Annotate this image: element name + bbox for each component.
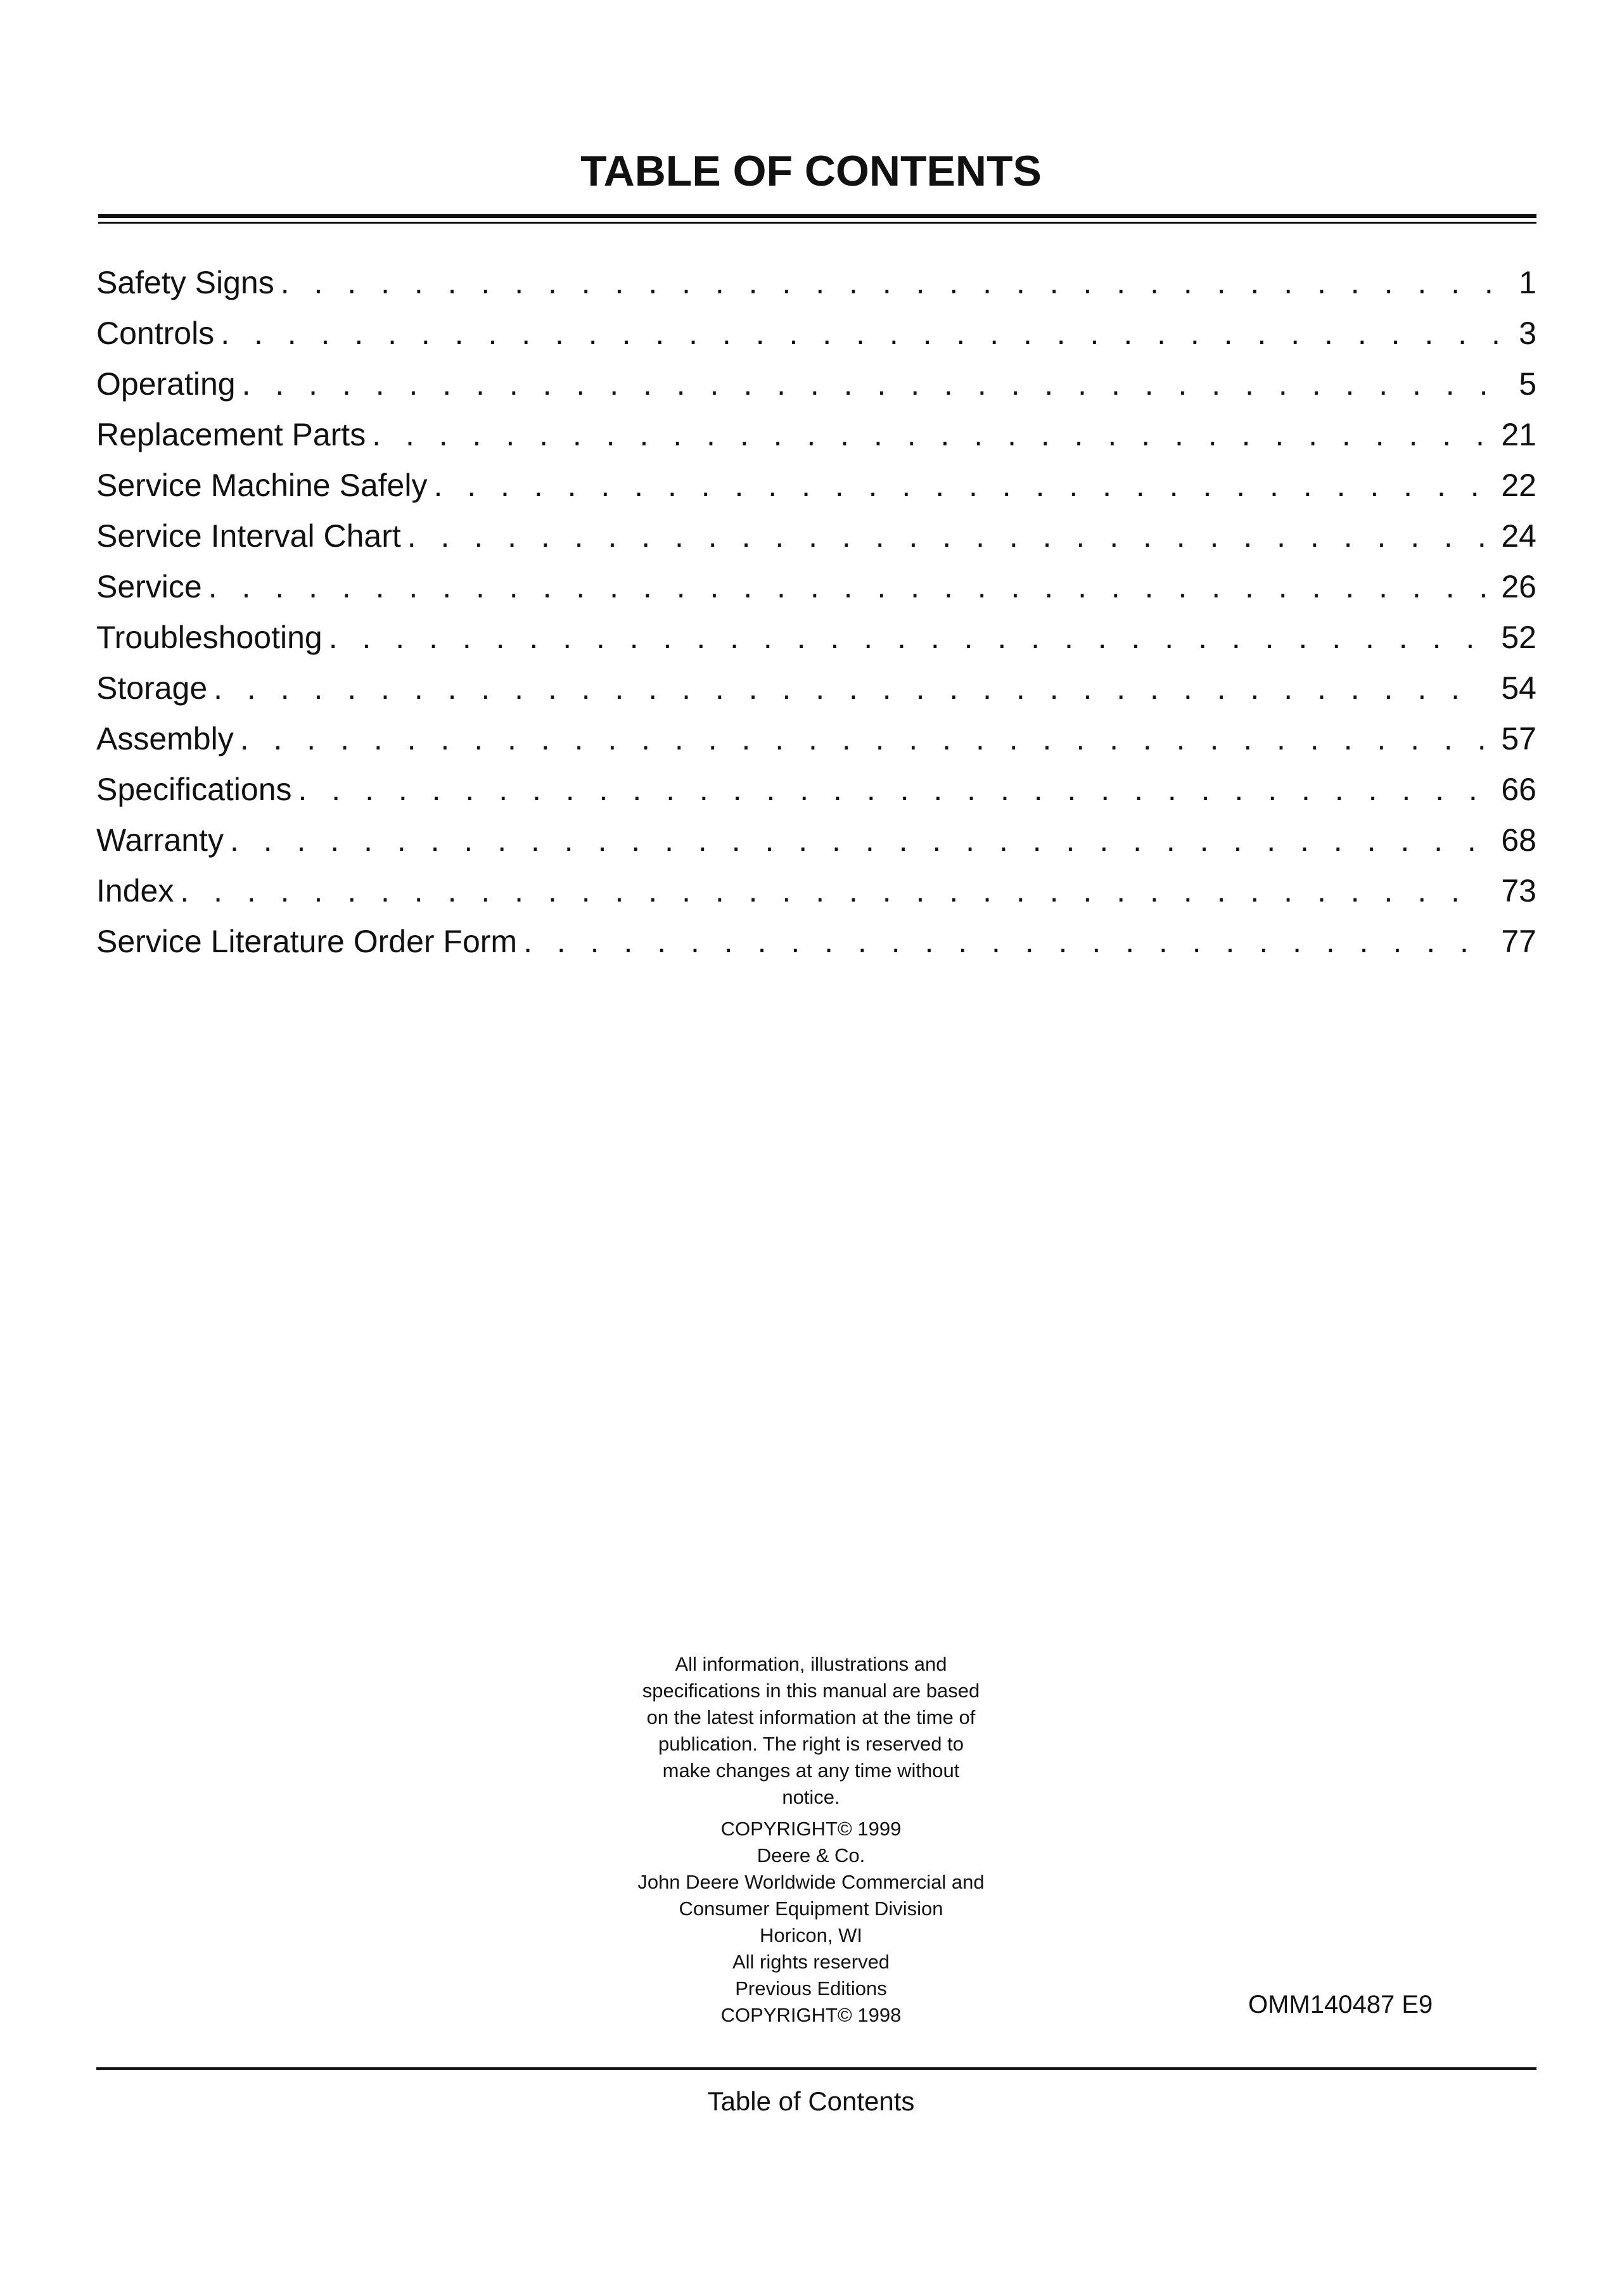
- copyright-line: Deere & Co.: [757, 1844, 865, 1866]
- copyright-line: John Deere Worldwide Commercial and: [637, 1871, 985, 1893]
- toc-entry-service[interactable]: [96, 568, 1536, 618]
- toc-entry-label: Safety Signs: [96, 265, 274, 300]
- toc-entry-page: 77: [1501, 924, 1536, 959]
- toc-entry-label: Service Literature Order Form: [96, 924, 518, 959]
- toc-entry-label: Storage: [96, 670, 208, 706]
- toc-entry-label: Controls: [96, 316, 215, 351]
- document-code: OMM140487 E9: [1248, 1991, 1433, 2019]
- toc-entry-warranty[interactable]: [96, 821, 1536, 872]
- toc-entry-label: Specifications: [96, 772, 292, 807]
- toc-entry-page: 22: [1501, 468, 1536, 503]
- disclaimer-line: All information, illustrations and: [675, 1653, 947, 1675]
- toc-entry-page: 52: [1501, 620, 1536, 655]
- disclaimer-line: specifications in this manual are based: [642, 1680, 980, 1702]
- toc-entry-index[interactable]: [96, 872, 1536, 922]
- toc-dot-leader: [214, 669, 1487, 707]
- toc-entry-label: Troubleshooting: [96, 620, 322, 655]
- toc-entry-page: 3: [1519, 316, 1536, 351]
- footer-section-label: Table of Contents: [707, 2086, 915, 2116]
- toc-entry-page: 24: [1501, 518, 1536, 554]
- toc-dot-leader: [180, 872, 1487, 910]
- toc-entry-label: Operating: [96, 366, 236, 402]
- disclaimer-text: [621, 1651, 1001, 1811]
- toc-dot-leader: [240, 720, 1488, 758]
- disclaimer-line: notice.: [782, 1786, 840, 1808]
- toc-entry-page: 21: [1501, 417, 1536, 452]
- toc-entry-label: Replacement Parts: [96, 417, 366, 452]
- copyright-line: Previous Editions: [735, 1977, 887, 1999]
- toc-entry-label: Service Machine Safely: [96, 468, 428, 503]
- title-rule-thin: [98, 222, 1536, 224]
- toc-entry-label: Service: [96, 569, 202, 604]
- legal-notice: [621, 1651, 1001, 2029]
- toc-entry-page: 26: [1501, 569, 1536, 604]
- toc-entry-page: 5: [1519, 366, 1536, 402]
- toc-entry-page: 66: [1501, 772, 1536, 807]
- toc-entry-service-interval-chart[interactable]: [96, 517, 1536, 568]
- toc-dot-leader: [329, 618, 1488, 656]
- copyright-line: Horicon, WI: [760, 1924, 862, 1946]
- copyright-text: [621, 1816, 1001, 2029]
- toc-entry-page: 54: [1501, 670, 1536, 706]
- toc-dot-leader: [220, 314, 1505, 352]
- toc-entry-label: Service Interval Chart: [96, 518, 401, 554]
- disclaimer-line: make changes at any time without: [662, 1759, 960, 1782]
- toc-entry-operating[interactable]: [96, 365, 1536, 416]
- toc-entry-label: Warranty: [96, 822, 224, 858]
- toc-entry-page: 57: [1501, 721, 1536, 756]
- copyright-line: COPYRIGHT© 1998: [720, 2004, 902, 2026]
- copyright-line: Consumer Equipment Division: [679, 1897, 943, 1920]
- toc-dot-leader: [298, 770, 1488, 808]
- toc-dot-leader: [242, 365, 1505, 403]
- disclaimer-line: on the latest information at the time of: [646, 1706, 976, 1728]
- toc-entry-troubleshooting[interactable]: [96, 618, 1536, 669]
- toc-entry-safety-signs[interactable]: [96, 264, 1536, 314]
- toc-dot-leader: [433, 466, 1487, 504]
- copyright-line: COPYRIGHT© 1999: [720, 1818, 902, 1840]
- toc-dot-leader: [407, 517, 1488, 555]
- toc-entry-service-machine-safely[interactable]: [96, 466, 1536, 517]
- toc-entry-page: 73: [1501, 873, 1536, 909]
- page-title: TABLE OF CONTENTS: [580, 147, 1042, 195]
- toc-entry-specifications[interactable]: [96, 770, 1536, 821]
- toc-entry-service-literature-order-form[interactable]: [96, 922, 1536, 973]
- toc-entry-storage[interactable]: [96, 669, 1536, 720]
- disclaimer-line: publication. The right is reserved to: [658, 1733, 964, 1755]
- toc-entry-replacement-parts[interactable]: [96, 416, 1536, 466]
- toc-dot-leader: [523, 922, 1487, 960]
- toc-entry-controls[interactable]: [96, 314, 1536, 365]
- footer-rule: [96, 2067, 1536, 2070]
- toc-dot-leader: [230, 821, 1487, 859]
- toc-dot-leader: [372, 416, 1487, 454]
- toc-entry-page: 1: [1519, 265, 1536, 300]
- toc-dot-leader: [281, 264, 1505, 302]
- toc-dot-leader: [208, 568, 1488, 606]
- title-rule-thick: [98, 214, 1536, 218]
- toc-entry-assembly[interactable]: [96, 720, 1536, 770]
- toc-entry-label: Assembly: [96, 721, 234, 756]
- toc-list: [96, 264, 1536, 973]
- toc-entry-page: 68: [1501, 822, 1536, 858]
- copyright-line: All rights reserved: [732, 1951, 890, 1973]
- toc-entry-label: Index: [96, 873, 174, 909]
